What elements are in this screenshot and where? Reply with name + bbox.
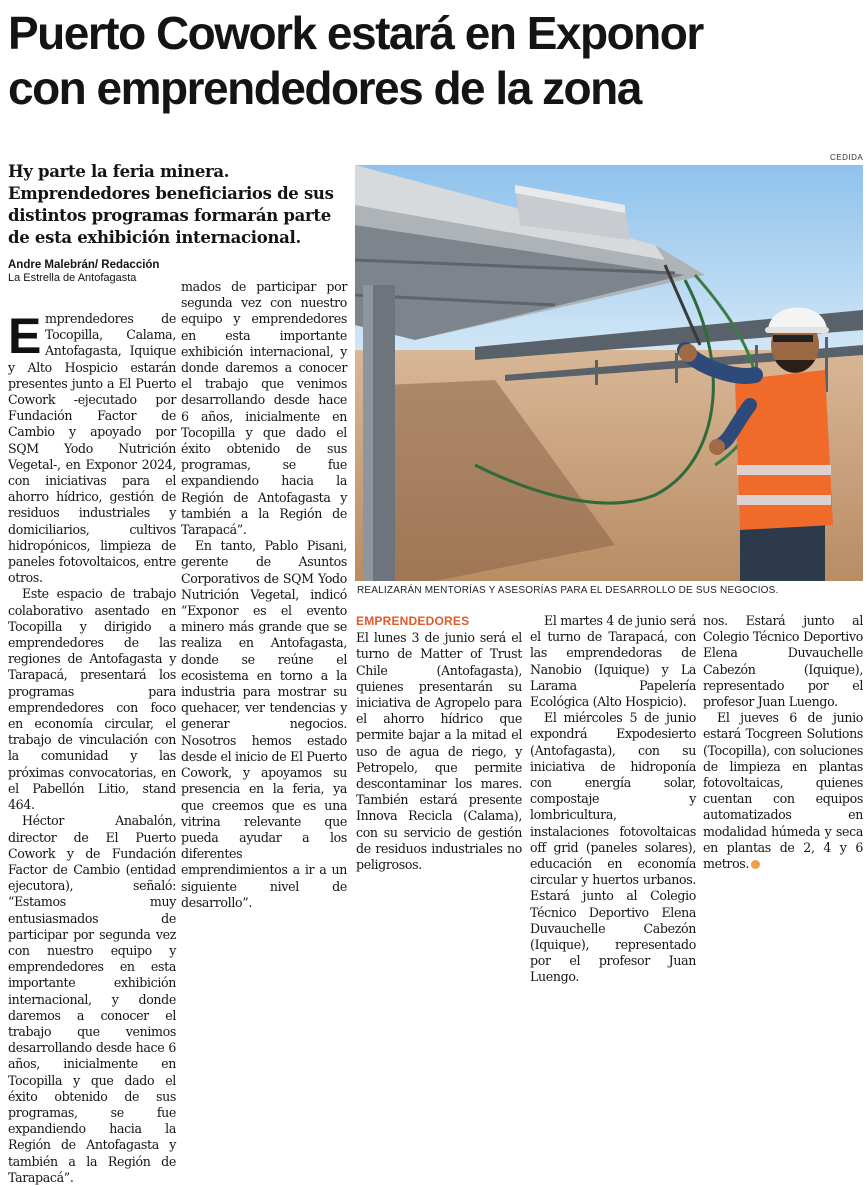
paragraph-7-continued: nos. Estará junto al Colegio Técnico Deportivo Elena Duvauchelle Cabezón (Iquique), representado por el profesor Juan Luengo.	[703, 613, 863, 710]
paragraph-4: En tanto, Pablo Pisani, gerente de Asuntos Corporativos de SQM Yodo Nutrición Vegetal, indicó “Exponor es el evento minero más grande que se realiza en Antofagasta, donde se reúne el ecosistema en torno a la industria para mostrar su quehacer, ver tendencias y generar negocios. Nosotros hemos estado desde el inicio de El Puerto Cowork, y apoyamos su presencia en la feria, ya que creemos que es una vitrina relevante que pueda ayudar a los diferentes emprendimientos a ir a un siguiente nivel de desarrollo”.	[181, 538, 347, 910]
photo-caption: REALIZARÁN MENTORÍAS Y ASESORÍAS PARA EL DESARROLLO DE SUS NEGOCIOS.	[357, 585, 779, 596]
subheadline	[8, 161, 348, 249]
headline-line-2: con emprendedores de la zona	[8, 62, 641, 114]
article-column-5	[703, 613, 863, 872]
end-mark-icon	[751, 860, 760, 869]
article-photo	[355, 165, 863, 581]
headline	[8, 6, 863, 116]
byline-publication: La Estrella de Antofagasta	[8, 272, 137, 284]
paragraph-7: El miércoles 5 de junio expondrá Expodesierto (Antofagasta), con su iniciativa de hidroponía con energía solar, compostaje y lombricultura, instalaciones fotovoltaicas off grid (paneles solares), educación en economía circular y huertos urbanos. Estará junto al Colegio Técnico Deportivo Elena Duvauchelle Cabezón (Iquique), representado por el profesor Juan Luengo.	[530, 710, 696, 985]
subhead-line-3: distintos programas formarán parte	[8, 206, 331, 225]
paragraph-8-text: El jueves 6 de junio estará Tocgreen Solutions (Tocopilla), con soluciones de limpieza en plantas fotovoltaicas, quienes cuentan con equipos automatizados en modalidad húmeda y seca en plantas de 2, 4 y 6 metros.	[703, 710, 863, 872]
photo-credit: CEDIDA	[830, 153, 864, 162]
article-column-2	[181, 279, 347, 911]
paragraph-3: Héctor Anabalón, director de El Puerto Cowork y de Fundación Factor de Cambio (entidad ejecutora), señaló: “Estamos muy entusiasmados de participar por segunda vez con nuestro equipo y emprendedores en esta importante exhibición internacional, y donde daremos a conocer el trabajo que venimos desarrollando desde hace 6 años, inicialmente en Tocopilla y que dado el éxito obtenido de sus programas, se fue expandiendo hacia la Región de Antofagasta y también a la Región de Tarapacá”.	[8, 813, 176, 1185]
paragraph-intro	[8, 308, 176, 586]
headline-line-1: Puerto Cowork estará en Exponor	[8, 7, 703, 59]
paragraph-8	[703, 710, 863, 872]
subhead-line-1: Hy parte la feria minera.	[8, 162, 230, 181]
paragraph-5: El lunes 3 de junio será el turno de Matter of Trust Chile (Antofagasta), quienes presentarán su iniciativa de Agropelo para el ahorro hídrico que permite bajar a la mitad el uso de agua de riego, y Petropelo, que permite descontaminar los mares. También estará presente Innova Recicla (Calama), con su servicio de gestión de residuos industriales no peligrosos.	[356, 630, 522, 873]
paragraph-2: Este espacio de trabajo colaborativo asentado en Tocopilla y dirigido a emprendedores de las regiones de Antofagasta y Tarapacá, presentará los programas para emprendedores con foco en economía circular, el trabajo de vinculación con la comunidad y las próximas convocatorias, en el Pabellón Litio, stand 464.	[8, 586, 176, 813]
drop-cap: E	[8, 308, 41, 364]
paragraph-3-continued: mados de participar por segunda vez con nuestro equipo y emprendedores en esta importante exhibición internacional, y donde daremos a conocer el trabajo que venimos desarrollando desde hace 6 años, inicialmente en Tocopilla y que dado el éxito obtenido de sus programas, se fue expandiendo hacia la Región de Antofagasta y también a la Región de Tarapacá”.	[181, 279, 347, 538]
paragraph-6: El martes 4 de junio será el turno de Tarapacá, con las emprendedoras de Nanobio (Iquique) y La Larama Papelería Ecológica (Alto Hospicio).	[530, 613, 696, 710]
solar-plant-illustration	[355, 165, 863, 581]
section-heading: EMPRENDEDORES	[356, 614, 470, 628]
article-column-4	[530, 613, 696, 985]
paragraph-1-text: mprendedores de Tocopilla, Calama, Antofagasta, Iquique y Alto Hospicio estarán presentes junto a El Puerto Cowork -ejecutado por Fundación Factor de Cambio y apoyado por SQM Yodo Nutrición Vegetal-, en Exponor 2024, con iniciativas para el ahorro hídrico, gestión de residuos industriales y domiciliarios, cultivos hidropónicos, limpieza de paneles fotovoltaicos, entre otros.	[8, 311, 176, 586]
article-column-3	[356, 613, 522, 873]
subhead-line-4: de esta exhibición internacional.	[8, 228, 301, 247]
article-column-1	[8, 308, 176, 1185]
byline-author: Andre Malebrán/ Redacción	[8, 259, 160, 271]
subhead-line-2: Emprendedores beneficiarios de sus	[8, 184, 334, 203]
